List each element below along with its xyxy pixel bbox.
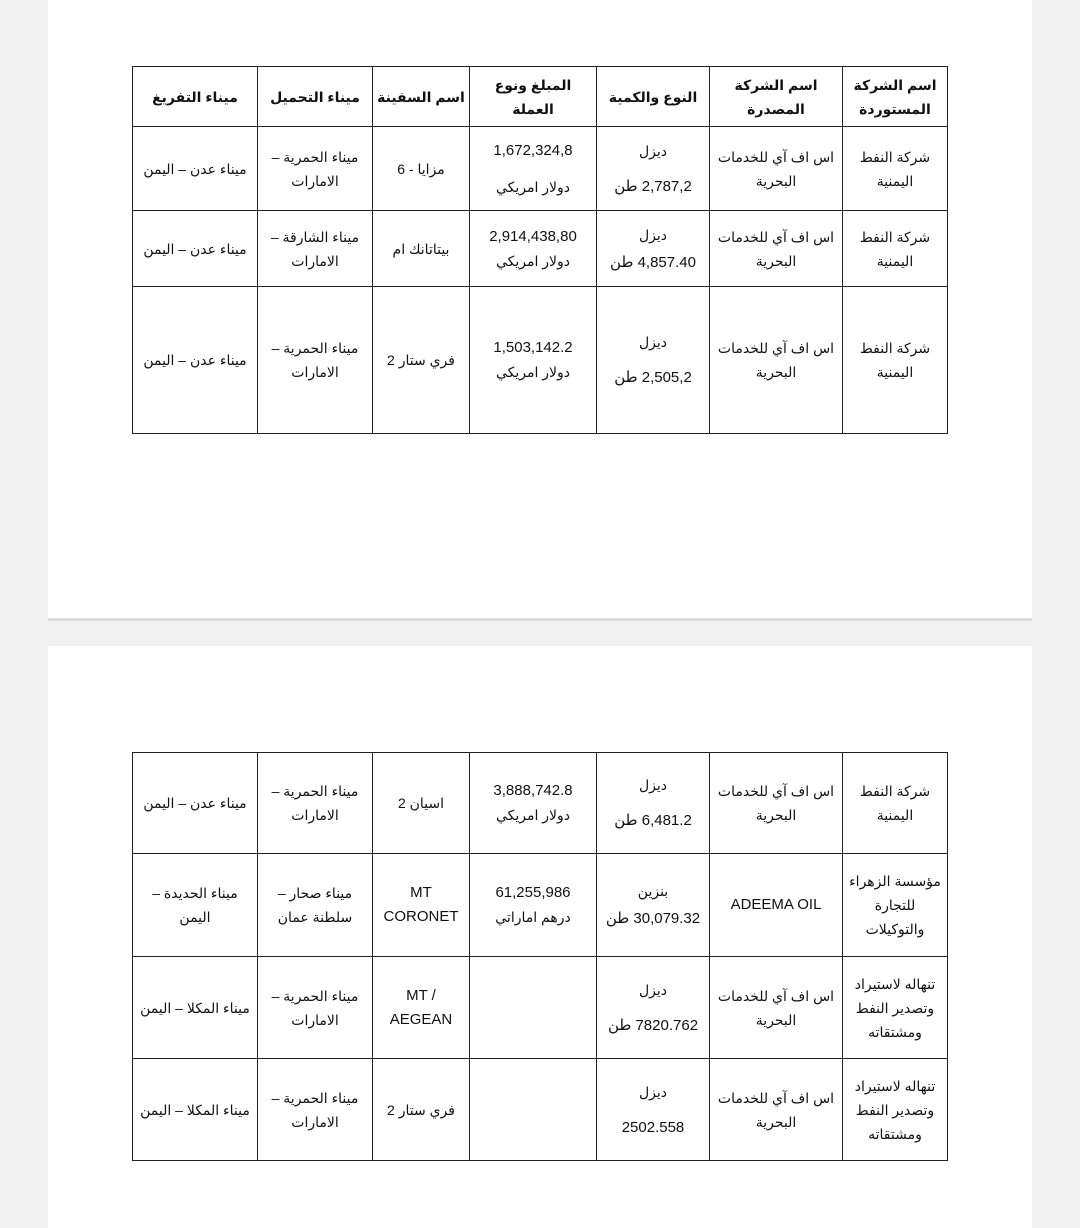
quantity: 30,079.32 طن: [605, 910, 701, 927]
importer-cell: تنهاله لاستيراد وتصدير النفط ومشتقاته: [843, 957, 948, 1059]
table-row: [133, 127, 948, 211]
exporter-cell: اس اف آي للخدمات البحرية: [710, 287, 843, 434]
amount: 2,914,438,80: [489, 227, 577, 245]
amount: 1,503,142.2: [493, 339, 573, 356]
ship-cell: فري ستار 2: [373, 1059, 470, 1161]
type-qty-cell: [597, 957, 710, 1059]
importer-cell: تنهاله لاستيراد وتصدير النفط ومشتقاته: [843, 1059, 948, 1161]
exporter-cell: اس اف آي للخدمات البحرية: [710, 1059, 843, 1161]
table-row: [133, 211, 948, 287]
amount: 1,672,324,8: [493, 141, 573, 159]
exporter-cell: اس اف آي للخدمات البحرية: [710, 753, 843, 854]
table-row: [133, 854, 948, 957]
exporter-cell: ADEEMA OIL: [710, 854, 843, 957]
type-qty-cell: [597, 287, 710, 434]
document-page-1: [48, 0, 1032, 618]
ship-cell: MT / AEGEAN: [373, 957, 470, 1059]
importer-cell: شركة النفط اليمنية: [843, 211, 948, 287]
ship-cell: بيتاتانك ام: [373, 211, 470, 287]
amount-currency-cell: [470, 753, 597, 854]
quantity: 2,505,2 طن: [614, 369, 692, 386]
fuel-type: ديزل: [638, 142, 668, 159]
type-qty-cell: [597, 854, 710, 957]
amount-currency-cell: [470, 211, 597, 287]
loading-port-cell: ميناء الشارقة – الامارات: [258, 211, 373, 287]
amount-currency-cell: [470, 957, 597, 1059]
currency: درهم اماراتي: [495, 909, 571, 925]
fuel-type: ديزل: [638, 226, 668, 243]
quantity: 7820.762 طن: [607, 1016, 699, 1034]
loading-port-cell: ميناء صحار – سلطنة عمان: [258, 854, 373, 957]
fuel-type: ديزل: [638, 1083, 668, 1100]
table-header-row: [133, 67, 948, 127]
quantity: 2,787,2 طن: [614, 177, 692, 195]
header-unloading-port: ميناء التفريغ: [133, 67, 258, 127]
ship-cell: مزايا - 6: [373, 127, 470, 211]
type-qty-cell: [597, 211, 710, 287]
shipments-table-page-2: [132, 752, 948, 1161]
currency: دولار امريكي: [495, 178, 571, 195]
header-exporter: اسم الشركة المصدرة: [710, 67, 843, 127]
type-qty-cell: [597, 1059, 710, 1161]
header-amount-currency: المبلغ ونوع العملة: [470, 67, 597, 127]
quantity: 6,481.2 طن: [614, 812, 692, 829]
document-page-2: [48, 646, 1032, 1228]
quantity: 4,857.40 طن: [610, 253, 696, 271]
table-row: [133, 287, 948, 434]
header-type-qty: النوع والكمية: [597, 67, 710, 127]
exporter-cell: اس اف آي للخدمات البحرية: [710, 127, 843, 211]
exporter-cell: اس اف آي للخدمات البحرية: [710, 957, 843, 1059]
unloading-port-cell: ميناء عدن – اليمن: [133, 211, 258, 287]
ship-cell: فري ستار 2: [373, 287, 470, 434]
quantity: 2502.558: [621, 1118, 685, 1136]
type-qty-cell: [597, 753, 710, 854]
loading-port-cell: ميناء الحمرية – الامارات: [258, 1059, 373, 1161]
amount-currency-cell: [470, 854, 597, 957]
unloading-port-cell: ميناء المكلا – اليمن: [133, 957, 258, 1059]
importer-cell: شركة النفط اليمنية: [843, 127, 948, 211]
amount: 3,888,742.8: [493, 782, 573, 799]
currency: دولار امريكي: [495, 807, 571, 823]
ship-cell: اسيان 2: [373, 753, 470, 854]
fuel-type: بنزين: [637, 883, 669, 899]
importer-cell: مؤسسة الزهراء للتجارة والتوكيلات: [843, 854, 948, 957]
unloading-port-cell: ميناء عدن – اليمن: [133, 753, 258, 854]
currency: دولار امريكي: [495, 252, 571, 269]
table-row: [133, 957, 948, 1059]
fuel-type: ديزل: [638, 334, 668, 350]
importer-cell: شركة النفط اليمنية: [843, 287, 948, 434]
loading-port-cell: ميناء الحمرية – الامارات: [258, 127, 373, 211]
amount-currency-cell: [470, 1059, 597, 1161]
currency: دولار امريكي: [495, 364, 571, 380]
unloading-port-cell: ميناء المكلا – اليمن: [133, 1059, 258, 1161]
header-ship: اسم السفينة: [373, 67, 470, 127]
header-loading-port: ميناء التحميل: [258, 67, 373, 127]
shipments-table-page-1: [132, 66, 948, 434]
loading-port-cell: ميناء الحمرية – الامارات: [258, 957, 373, 1059]
amount: 61,255,986: [495, 884, 571, 901]
importer-cell: شركة النفط اليمنية: [843, 753, 948, 854]
unloading-port-cell: ميناء عدن – اليمن: [133, 287, 258, 434]
table-row: [133, 1059, 948, 1161]
type-qty-cell: [597, 127, 710, 211]
fuel-type: ديزل: [638, 981, 668, 998]
unloading-port-cell: ميناء الحديدة – اليمن: [133, 854, 258, 957]
page-separator: [48, 618, 1032, 621]
amount-currency-cell: [470, 127, 597, 211]
ship-cell: MT CORONET: [373, 854, 470, 957]
fuel-type: ديزل: [638, 777, 668, 793]
unloading-port-cell: ميناء عدن – اليمن: [133, 127, 258, 211]
loading-port-cell: ميناء الحمرية – الامارات: [258, 753, 373, 854]
loading-port-cell: ميناء الحمرية – الامارات: [258, 287, 373, 434]
exporter-cell: اس اف آي للخدمات البحرية: [710, 211, 843, 287]
amount-currency-cell: [470, 287, 597, 434]
table-row: [133, 753, 948, 854]
header-importer: اسم الشركة المستوردة: [843, 67, 948, 127]
